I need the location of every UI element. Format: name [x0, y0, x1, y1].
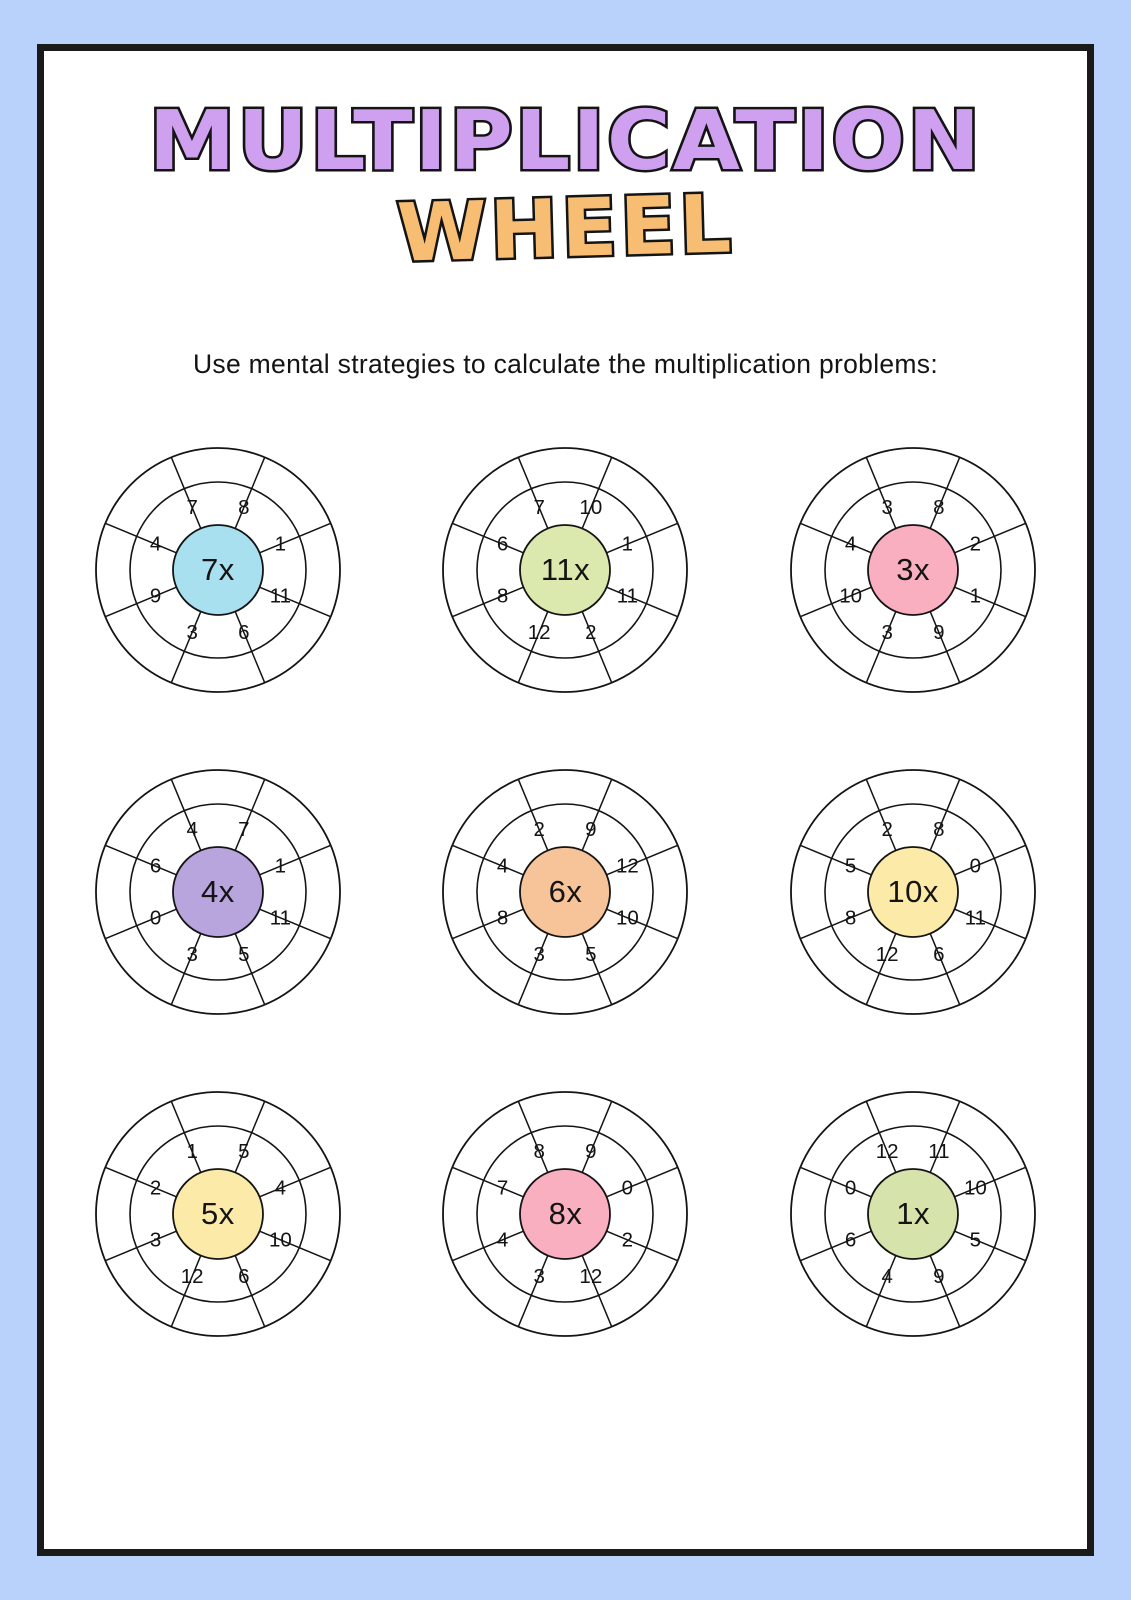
wheel-number: 8	[497, 906, 509, 930]
wheel-number: 12	[616, 854, 640, 878]
wheel-graphic	[781, 1082, 1045, 1346]
wheel-number: 0	[149, 906, 162, 930]
wheel-number: 5	[237, 942, 250, 966]
wheel-number: 8	[497, 584, 509, 608]
wheel-number: 10	[839, 584, 863, 608]
multiplication-wheel	[433, 438, 697, 702]
wheel-center-label: 5x	[200, 1195, 235, 1231]
wheel-graphic	[86, 760, 350, 1024]
wheel-center-label: 11x	[540, 551, 591, 587]
wheel-center-label: 1x	[896, 1195, 931, 1231]
wheel-center-label: 8x	[548, 1195, 583, 1231]
multiplication-wheel	[86, 1082, 350, 1346]
wheel-graphic	[781, 438, 1045, 702]
wheel-center-label: 6x	[548, 873, 583, 909]
wheel-center-label: 4x	[200, 873, 235, 909]
worksheet-page	[37, 44, 1094, 1556]
wheel-number: 9	[585, 818, 598, 842]
wheel-graphic	[86, 1082, 350, 1346]
multiplication-wheel	[86, 438, 350, 702]
wheel-number: 2	[149, 1176, 162, 1200]
wheel-number: 3	[533, 942, 546, 966]
wheel-graphic	[433, 760, 697, 1024]
wheel-number: 0	[845, 1176, 857, 1200]
wheel-number: 6	[237, 1264, 250, 1288]
wheel-number: 8	[933, 818, 945, 842]
wheel-number: 6	[149, 854, 162, 878]
wheel-number: 0	[622, 1176, 634, 1200]
wheel-number: 8	[933, 496, 945, 520]
wheel-number: 7	[497, 1176, 509, 1200]
wheel-number: 6	[845, 1228, 857, 1252]
wheel-number: 1	[969, 584, 982, 608]
wheel-number: 11	[269, 584, 291, 608]
wheel-number: 5	[237, 1140, 250, 1164]
wheel-number: 12	[528, 620, 552, 644]
wheel-number: 1	[186, 1140, 198, 1164]
wheel-number: 2	[969, 532, 982, 556]
multiplication-wheel	[86, 760, 350, 1024]
multiplication-wheel	[781, 760, 1045, 1024]
wheel-number: 1	[274, 532, 286, 556]
wheel-number: 6	[497, 532, 509, 556]
wheel-number: 8	[845, 906, 857, 930]
wheel-number: 2	[585, 620, 598, 644]
wheel-number: 7	[237, 818, 250, 842]
wheel-number: 10	[964, 1176, 987, 1200]
wheel-graphic	[86, 438, 350, 702]
wheel-number: 10	[268, 1228, 292, 1252]
wheel-number: 4	[881, 1264, 894, 1288]
multiplication-wheel	[781, 1082, 1045, 1346]
wheel-number: 8	[237, 496, 250, 520]
wheel-number: 7	[533, 496, 546, 520]
wheel-number: 9	[933, 620, 945, 644]
wheel-number: 4	[186, 818, 198, 842]
title-line-wheel: WHEEL	[395, 177, 736, 280]
wheel-number: 2	[881, 818, 894, 842]
wheel-number: 3	[186, 620, 198, 644]
wheel-number: 11	[964, 906, 987, 930]
wheel-graphic	[433, 438, 697, 702]
wheel-number: 12	[579, 1264, 603, 1288]
wheel-number: 11	[928, 1140, 950, 1164]
wheel-number: 4	[149, 532, 162, 556]
wheel-center-label: 3x	[896, 551, 931, 587]
wheel-number: 4	[845, 532, 857, 556]
wheel-number: 11	[617, 584, 639, 608]
wheel-number: 11	[269, 906, 291, 930]
wheel-center-label: 10x	[887, 873, 939, 909]
page-title	[44, 94, 1087, 280]
wheel-number: 4	[497, 854, 509, 878]
wheel-number: 3	[533, 1264, 546, 1288]
wheel-number: 1	[274, 854, 286, 878]
multiplication-wheel	[433, 1082, 697, 1346]
wheel-number: 5	[969, 1228, 982, 1252]
wheel-number: 12	[875, 942, 899, 966]
wheel-number: 7	[186, 496, 198, 520]
wheel-number: 4	[497, 1228, 509, 1252]
multiplication-wheel	[781, 438, 1045, 702]
multiplication-wheel	[433, 760, 697, 1024]
wheel-number: 2	[622, 1228, 634, 1252]
wheel-number: 3	[881, 620, 894, 644]
wheel-center-label: 7x	[200, 551, 235, 587]
wheel-number: 2	[533, 818, 546, 842]
wheel-number: 10	[616, 906, 640, 930]
wheels-grid	[44, 438, 1087, 1346]
wheel-graphic	[433, 1082, 697, 1346]
wheel-number: 12	[180, 1264, 204, 1288]
wheel-number: 6	[933, 942, 945, 966]
wheel-number: 9	[933, 1264, 945, 1288]
wheel-number: 3	[149, 1228, 162, 1252]
wheel-graphic	[781, 760, 1045, 1024]
instructions-text: Use mental strategies to calculate the multiplication problems:	[192, 348, 939, 379]
wheel-number: 8	[533, 1140, 546, 1164]
wheel-number: 5	[845, 854, 857, 878]
wheel-number: 5	[585, 942, 598, 966]
wheel-number: 0	[969, 854, 982, 878]
wheel-number: 6	[237, 620, 250, 644]
wheel-number: 9	[585, 1140, 598, 1164]
wheel-number: 10	[579, 496, 603, 520]
wheel-number: 4	[274, 1176, 286, 1200]
title-line-multiplication: MULTIPLICATION	[148, 94, 983, 189]
wheel-number: 12	[875, 1140, 899, 1164]
wheel-number: 3	[186, 942, 198, 966]
wheel-number: 9	[149, 584, 162, 608]
wheel-number: 1	[622, 532, 634, 556]
wheel-number: 3	[881, 496, 894, 520]
